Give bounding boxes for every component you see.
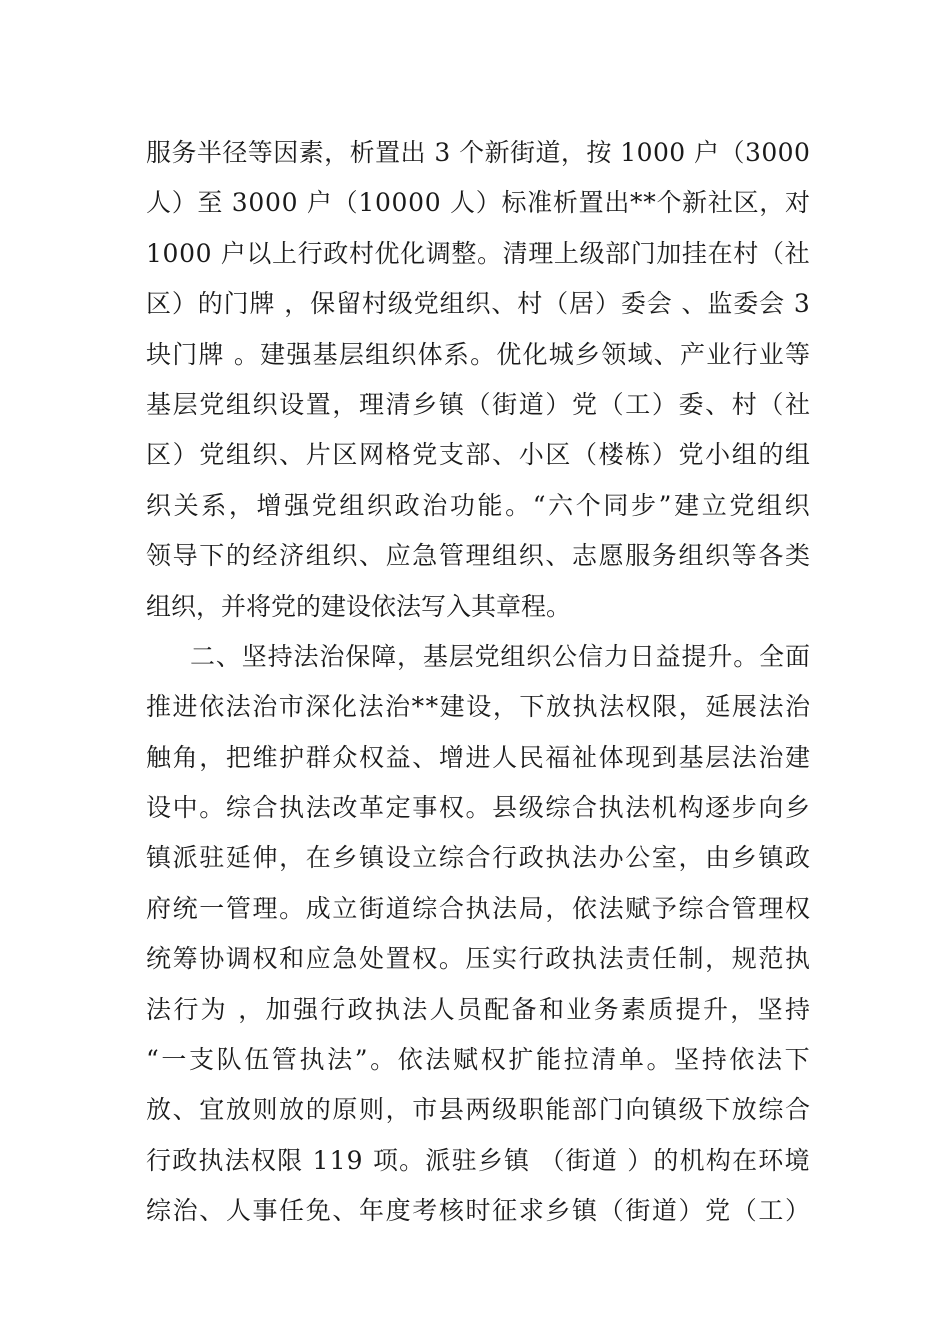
text-line: 服务半径等因素，析置出 3 个新街道，按 1000 户（3000: [146, 138, 811, 167]
text-line: 镇派驻延伸，在乡镇设立综合行政执法办公室，由乡镇政: [146, 843, 812, 873]
text-line: 法行为 ，加强行政执法人员配备和业务素质提升，坚持: [146, 994, 813, 1024]
text-line: 设中。综合执法改革定事权。县级综合执法机构逐步向乡: [146, 793, 812, 823]
text-line: 行政执法权限 119 项。派驻乡镇 （街道 ）的机构在环境: [146, 1145, 811, 1175]
text-line: 组织，并将党的建设依法写入其章程。: [146, 591, 572, 621]
text-line: 织关系，增强党组织政治功能。“六个同步”建立党组织: [146, 490, 813, 520]
text-line: 领导下的经济组织、应急管理组织、志愿服务组织等各类: [146, 541, 812, 571]
text-line: 触角，把维护群众权益、增进人民福祉体现到基层法治建: [146, 742, 812, 772]
text-line: 放、宜放则放的原则，市县两级职能部门向镇级下放综合: [146, 1095, 812, 1125]
text-line: 推进依法治市深化法治**建设，下放执法权限，延展法治: [146, 692, 812, 722]
text-line: 统筹协调权和应急处置权。压实行政执法责任制，规范执: [146, 944, 812, 974]
body-text: [146, 128, 813, 1237]
text-line: 块门牌 。建强基层组织体系。优化城乡领域、产业行业等: [146, 339, 812, 369]
text-line: “一支队伍管执法”。依法赋权扩能拉清单。坚持依法下: [146, 1045, 813, 1075]
text-line: 人）至 3000 户（10000 人）标准析置出**个新社区，对: [146, 188, 811, 218]
text-line: 综治、人事任免、年度考核时征求乡镇（街道）党（工）: [146, 1196, 812, 1226]
text-line: 府统一管理。成立街道综合执法局，依法赋予综合管理权: [146, 893, 812, 923]
text-line: 区）的门牌 ，保留村级党组织、村（居）委会 、监委会 3: [146, 289, 811, 319]
paragraph-heading-line: 二、坚持法治保障，基层党组织公信力日益提升。全面: [190, 641, 811, 671]
text-line: 1000 户以上行政村优化调整。清理上级部门加挂在村（社: [146, 238, 811, 268]
text-line: 基层党组织设置，理清乡镇（街道）党（工）委、村（社: [146, 389, 812, 419]
text-line: 区）党组织、片区网格党支部、小区（楼栋）党小组的组: [146, 440, 812, 470]
